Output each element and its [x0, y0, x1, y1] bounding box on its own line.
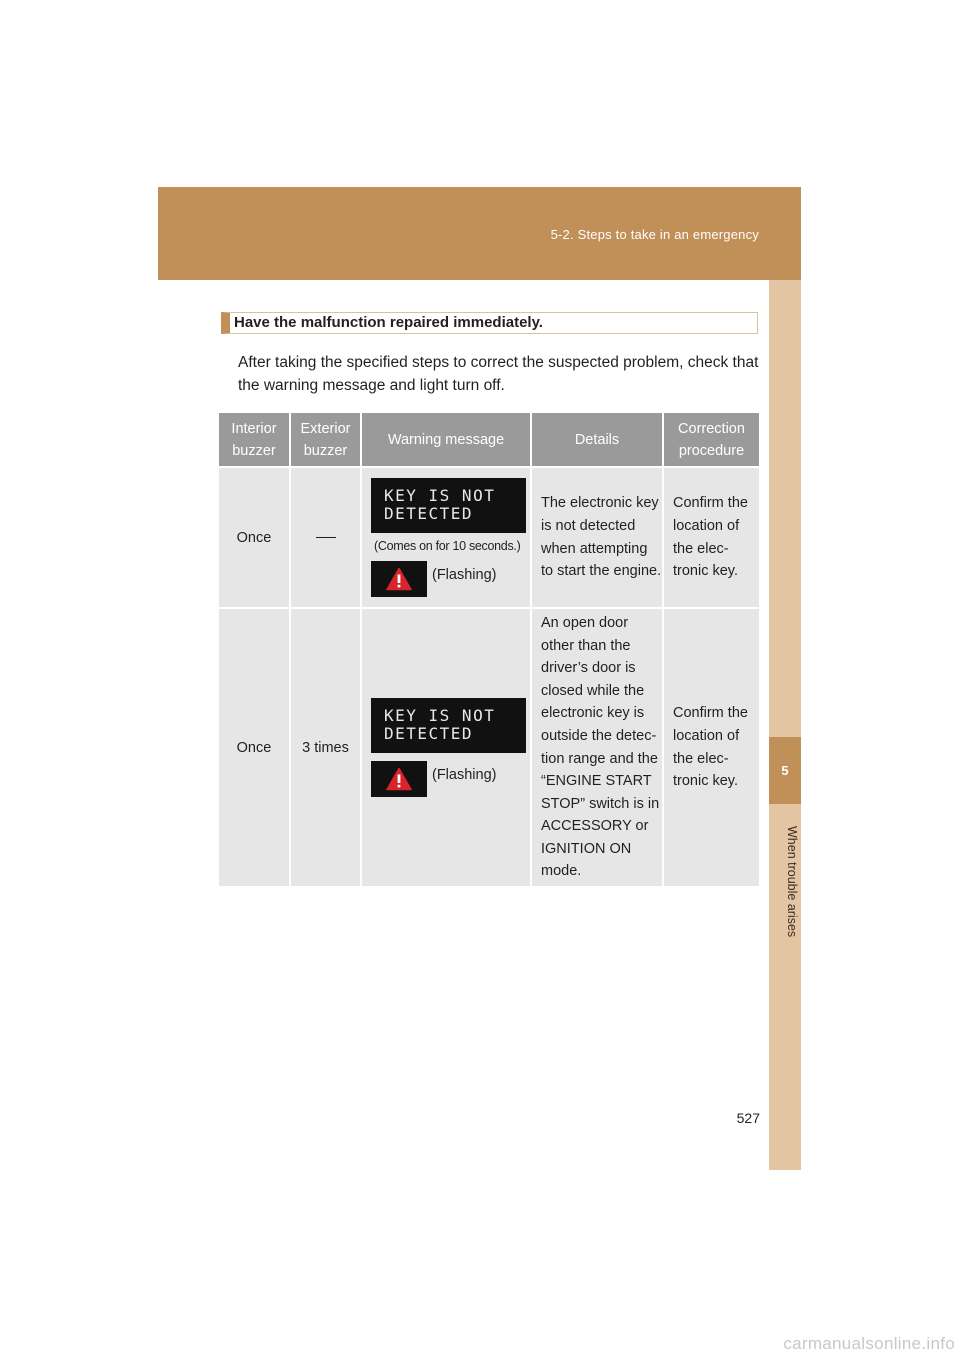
table-header-row — [219, 413, 759, 467]
header-exterior-buzzer: Exterior buzzer — [290, 413, 361, 467]
warning-message-cell — [361, 467, 531, 608]
exterior-buzzer-cell: 3 times — [290, 608, 361, 886]
warning-message-cell — [361, 608, 531, 886]
breadcrumb: 5-2. Steps to take in an emergency — [550, 227, 759, 242]
details-cell: An open door other than the driver’s door is closed while the electronic key is outside the detec- tion range and the “ENGINE START STOP” switch is in ACCESSORY or IGNITION ON mode. — [531, 608, 663, 886]
warning-light-icon — [371, 761, 427, 797]
correction-procedure-cell: Confirm the location of the elec- tronic key. — [663, 467, 759, 608]
section-heading: Have the malfunction repaired immediately. — [221, 312, 758, 334]
table-row — [219, 467, 759, 608]
page-number: 527 — [736, 1110, 760, 1126]
watermark[interactable]: carmanualsonline.info — [783, 1334, 955, 1353]
header-details: Details — [531, 413, 663, 467]
no-buzzer-dash — [316, 537, 336, 538]
lcd-note: (Comes on for 10 seconds.) — [374, 539, 521, 553]
header-band — [158, 187, 801, 280]
exterior-buzzer-cell — [290, 467, 361, 608]
warning-light-icon — [371, 561, 427, 597]
interior-buzzer-cell: Once — [219, 467, 290, 608]
side-strip — [769, 280, 801, 1170]
chapter-title: When trouble arises — [785, 826, 799, 938]
intro-paragraph: After taking the specified steps to correct the suspected problem, check that the warning message and light turn off. — [238, 354, 759, 394]
lcd-display: KEY IS NOT DETECTED — [371, 478, 526, 533]
details-cell: The electronic key is not detected when attempting to start the engine. — [531, 467, 663, 608]
chapter-number: 5 — [781, 763, 789, 778]
header-correction-procedure: Correction procedure — [663, 413, 759, 467]
warning-table — [219, 413, 759, 886]
header-interior-buzzer: Interior buzzer — [219, 413, 290, 467]
lcd-display: KEY IS NOT DETECTED — [371, 698, 526, 753]
correction-procedure-cell: Confirm the location of the elec- tronic key. — [663, 608, 759, 886]
table-row — [219, 608, 759, 886]
flashing-label: (Flashing) — [432, 567, 497, 583]
chapter-tab[interactable] — [769, 737, 801, 804]
interior-buzzer-cell: Once — [219, 608, 290, 886]
header-warning-message: Warning message — [361, 413, 531, 467]
flashing-label: (Flashing) — [432, 767, 497, 783]
